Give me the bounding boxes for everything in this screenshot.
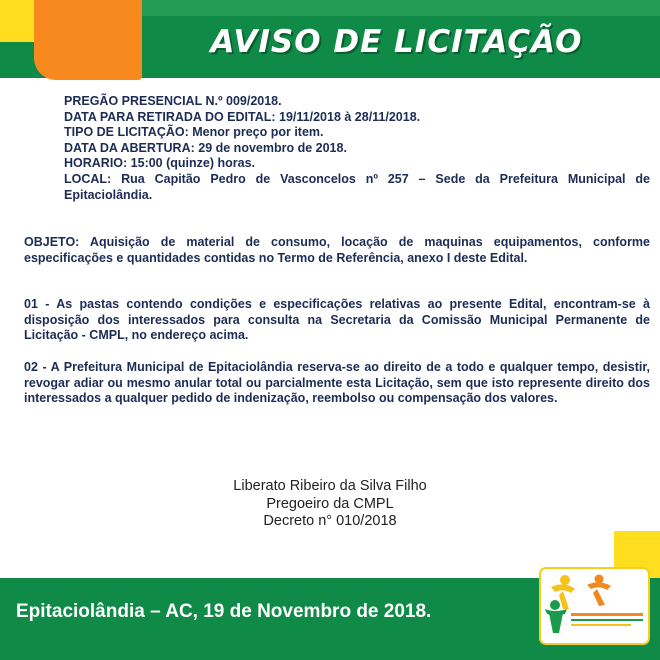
local-line: LOCAL: Rua Capitão Pedro de Vasconcelos nº 257 – Sede da Prefeitura Municipal de Epitaciolândia.	[64, 171, 650, 202]
pregao-line: PREGÃO PRESENCIAL N.º 009/2018.	[64, 94, 282, 108]
signature-block	[180, 478, 480, 531]
abertura-line: DATA DA ABERTURA: 29 de novembro de 2018.	[64, 140, 347, 155]
objeto-paragraph: OBJETO: Aquisição de material de consumo, locação de maquinas equipamentos, conforme especificações e quantidades contidas no Termo de Referência, anexo I deste Edital.	[24, 235, 650, 265]
item-02-paragraph: 02 - A Prefeitura Municipal de Epitaciolândia reserva-se ao direito de a todo e qualquer tempo, desistir, revogar adiar ou mesmo anular total ou parcialmente esta Licitação, sem que isto represente direito dos interessados a qualquer pedido de indenização, reembolso ou compensação dos valores.	[24, 360, 650, 406]
signer-name: Liberato Ribeiro da Silva Filho	[233, 478, 427, 494]
footer-place-date: Epitaciolândia – AC, 19 de Novembro de 2018.	[16, 601, 432, 622]
tipo-line: TIPO DE LICITAÇÃO: Menor preço por item.	[64, 125, 324, 140]
notice-details	[64, 94, 650, 203]
orange-corner-decoration	[34, 0, 142, 80]
item-01-paragraph: 01 - As pastas contendo condições e especificações relativas ao presente Edital, encontram-se à disposição dos interessados para consulta na Secretaria da Comissão Municipal Permanente de Licitação - CMPL, no endereço acima.	[24, 297, 650, 343]
signer-decree: Decreto n° 010/2018	[263, 513, 397, 529]
signer-role: Pregoeiro da CMPL	[266, 495, 394, 512]
epitaciolandia-logo-icon	[539, 567, 650, 645]
horario-line: HORARIO: 15:00 (quinze) horas.	[64, 156, 255, 171]
page-title: AVISO DE LICITAÇÃO	[210, 24, 583, 60]
retirada-line: DATA PARA RETIRADA DO EDITAL: 19/11/2018 à 28/11/2018.	[64, 109, 421, 124]
